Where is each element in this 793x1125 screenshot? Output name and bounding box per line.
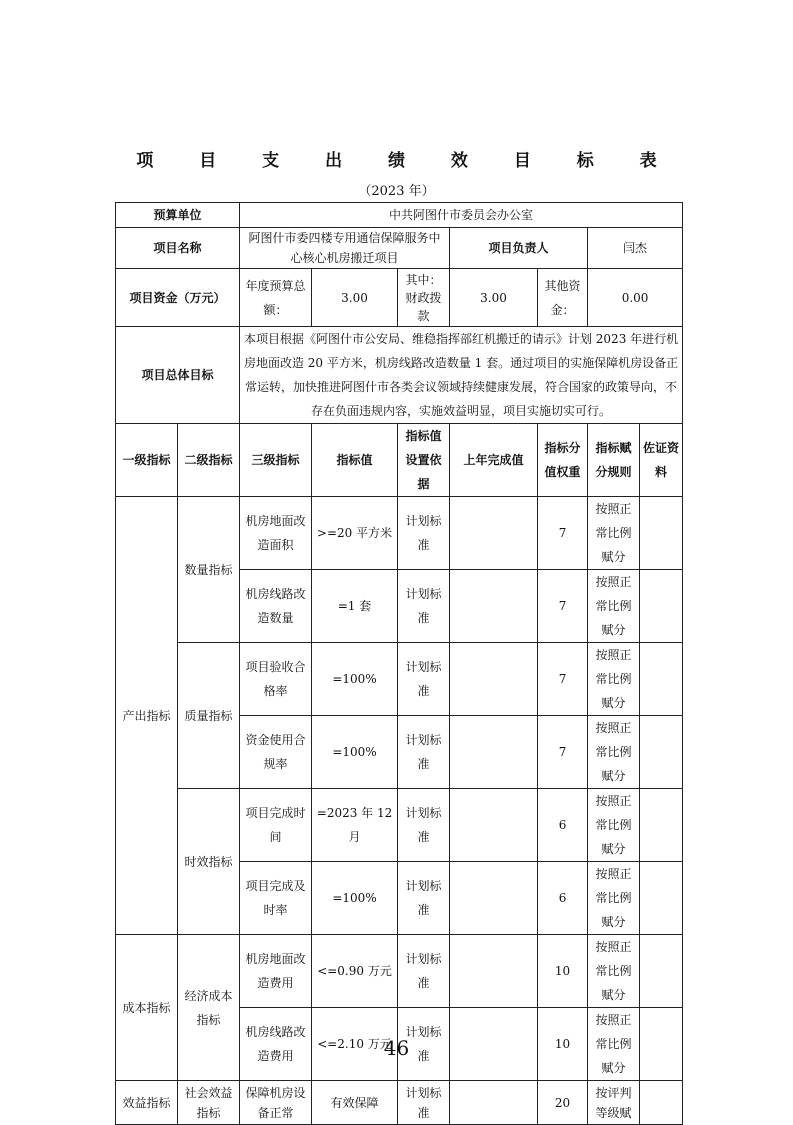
- weight-cell: 20: [538, 1081, 588, 1125]
- other-funds-value: 0.00: [588, 269, 683, 327]
- rule-cell: 按照正常比例赋分: [588, 862, 640, 935]
- level2-quantity: 数量指标: [178, 497, 240, 643]
- value-cell: <=2.10 万元: [312, 1008, 398, 1081]
- funds-label: 项目资金（万元）: [116, 269, 240, 327]
- project-lead-value: 闫杰: [588, 228, 683, 269]
- rule-cell: 按照正常比例赋分: [588, 1008, 640, 1081]
- level3-cell: 资金使用合规率: [240, 716, 312, 789]
- header-value: 指标值: [312, 424, 398, 497]
- project-name-label: 项目名称: [116, 228, 240, 269]
- evidence-cell: [640, 1081, 683, 1125]
- rule-cell: 按照正常比例赋分: [588, 643, 640, 716]
- header-level1: 一级指标: [116, 424, 178, 497]
- value-cell: =100%: [312, 716, 398, 789]
- table-row: [116, 643, 683, 716]
- rule-cell: 按照正常比例赋分: [588, 716, 640, 789]
- annual-budget-label: 年度预算总额：: [240, 269, 312, 327]
- project-name-value: 阿图什市委四楼专用通信保障服务中心核心机房搬迁项目: [240, 228, 450, 269]
- goal-label: 项目总体目标: [116, 327, 240, 424]
- value-cell: 有效保障: [312, 1081, 398, 1125]
- fiscal-label: 其中：财政拨款: [398, 269, 450, 327]
- weight-cell: 10: [538, 935, 588, 1008]
- level2-social: 社会效益指标: [178, 1081, 240, 1125]
- level1-cost: 成本指标: [116, 935, 178, 1081]
- level3-cell: 机房地面改造费用: [240, 935, 312, 1008]
- value-cell: >=20 平方米: [312, 497, 398, 570]
- value-cell: =100%: [312, 643, 398, 716]
- basis-cell: 计划标准: [398, 1008, 450, 1081]
- level1-output: 产出指标: [116, 497, 178, 935]
- level3-cell: 项目完成及时率: [240, 862, 312, 935]
- annual-budget-value: 3.00: [312, 269, 398, 327]
- fiscal-value: 3.00: [450, 269, 538, 327]
- other-funds-label: 其他资金：: [538, 269, 588, 327]
- evidence-cell: [640, 935, 683, 1008]
- year-label: （2023 年）: [358, 184, 435, 199]
- overall-goal-row: [116, 327, 683, 424]
- level2-quality: 质量指标: [178, 643, 240, 789]
- basis-cell: 计划标准: [398, 1081, 450, 1125]
- goal-text: 本项目根据《阿图什市公安局、维稳指挥部红机搬迁的请示》计划 2023 年进行机房地面改造 20 平方米，机房线路改造数量 1 套。通过项目的实施保障机房设备正常运转，加快推进阿图什市各类会议领域持续健康发展，符合国家的政策导向，不存在负面违规内容，实施效益明显，项目实施切实可行。: [240, 327, 683, 424]
- prev-year-cell: [450, 1081, 538, 1125]
- level3-cell: 机房线路改造费用: [240, 1008, 312, 1081]
- rule-cell: 按照正常比例赋分: [588, 935, 640, 1008]
- table-row: [116, 497, 683, 570]
- prev-year-cell: [450, 789, 538, 862]
- prev-year-cell: [450, 716, 538, 789]
- header-prev-year: 上年完成值: [450, 424, 538, 497]
- header-weight: 指标分值权重: [538, 424, 588, 497]
- header-level2: 二级指标: [178, 424, 240, 497]
- value-cell: =1 套: [312, 570, 398, 643]
- basis-cell: 计划标准: [398, 643, 450, 716]
- performance-table: [115, 202, 683, 1125]
- table-row: [116, 1081, 683, 1125]
- budget-unit-row: [116, 203, 683, 228]
- project-funds-row: [116, 269, 683, 327]
- table-row: [116, 789, 683, 862]
- basis-cell: 计划标准: [398, 497, 450, 570]
- header-evidence: 佐证资料: [640, 424, 683, 497]
- header-rule: 指标赋分规则: [588, 424, 640, 497]
- level2-economic: 经济成本指标: [178, 935, 240, 1081]
- weight-cell: 6: [538, 862, 588, 935]
- rule-cell: 按评判等级赋: [588, 1081, 640, 1125]
- page-title: 项 目 支 出 绩 效 目 标 表: [136, 151, 677, 171]
- project-name-row: [116, 228, 683, 269]
- level3-cell: 保障机房设备正常: [240, 1081, 312, 1125]
- project-lead-label: 项目负责人: [450, 228, 588, 269]
- header-row: [116, 424, 683, 497]
- page-number: 46: [383, 1036, 410, 1060]
- evidence-cell: [640, 716, 683, 789]
- header-level3: 三级指标: [240, 424, 312, 497]
- evidence-cell: [640, 643, 683, 716]
- level2-timeliness: 时效指标: [178, 789, 240, 935]
- basis-cell: 计划标准: [398, 570, 450, 643]
- weight-cell: 7: [538, 716, 588, 789]
- prev-year-cell: [450, 497, 538, 570]
- prev-year-cell: [450, 570, 538, 643]
- weight-cell: 7: [538, 570, 588, 643]
- weight-cell: 6: [538, 789, 588, 862]
- evidence-cell: [640, 862, 683, 935]
- weight-cell: 7: [538, 643, 588, 716]
- rule-cell: 按照正常比例赋分: [588, 789, 640, 862]
- basis-cell: 计划标准: [398, 789, 450, 862]
- level3-cell: 机房地面改造面积: [240, 497, 312, 570]
- value-cell: <=0.90 万元: [312, 935, 398, 1008]
- budget-unit-value: 中共阿图什市委员会办公室: [240, 203, 683, 228]
- header-basis: 指标值设置依据: [398, 424, 450, 497]
- rule-cell: 按照正常比例赋分: [588, 497, 640, 570]
- level3-cell: 项目验收合格率: [240, 643, 312, 716]
- prev-year-cell: [450, 862, 538, 935]
- level3-cell: 机房线路改造数量: [240, 570, 312, 643]
- weight-cell: 7: [538, 497, 588, 570]
- weight-cell: 10: [538, 1008, 588, 1081]
- evidence-cell: [640, 497, 683, 570]
- level1-benefit: 效益指标: [116, 1081, 178, 1125]
- rule-cell: 按照正常比例赋分: [588, 570, 640, 643]
- basis-cell: 计划标准: [398, 935, 450, 1008]
- prev-year-cell: [450, 935, 538, 1008]
- level3-cell: 项目完成时间: [240, 789, 312, 862]
- value-cell: =2023 年 12 月: [312, 789, 398, 862]
- basis-cell: 计划标准: [398, 862, 450, 935]
- prev-year-cell: [450, 643, 538, 716]
- evidence-cell: [640, 570, 683, 643]
- table-row: [116, 935, 683, 1008]
- evidence-cell: [640, 789, 683, 862]
- basis-cell: 计划标准: [398, 716, 450, 789]
- value-cell: =100%: [312, 862, 398, 935]
- budget-unit-label: 预算单位: [116, 203, 240, 228]
